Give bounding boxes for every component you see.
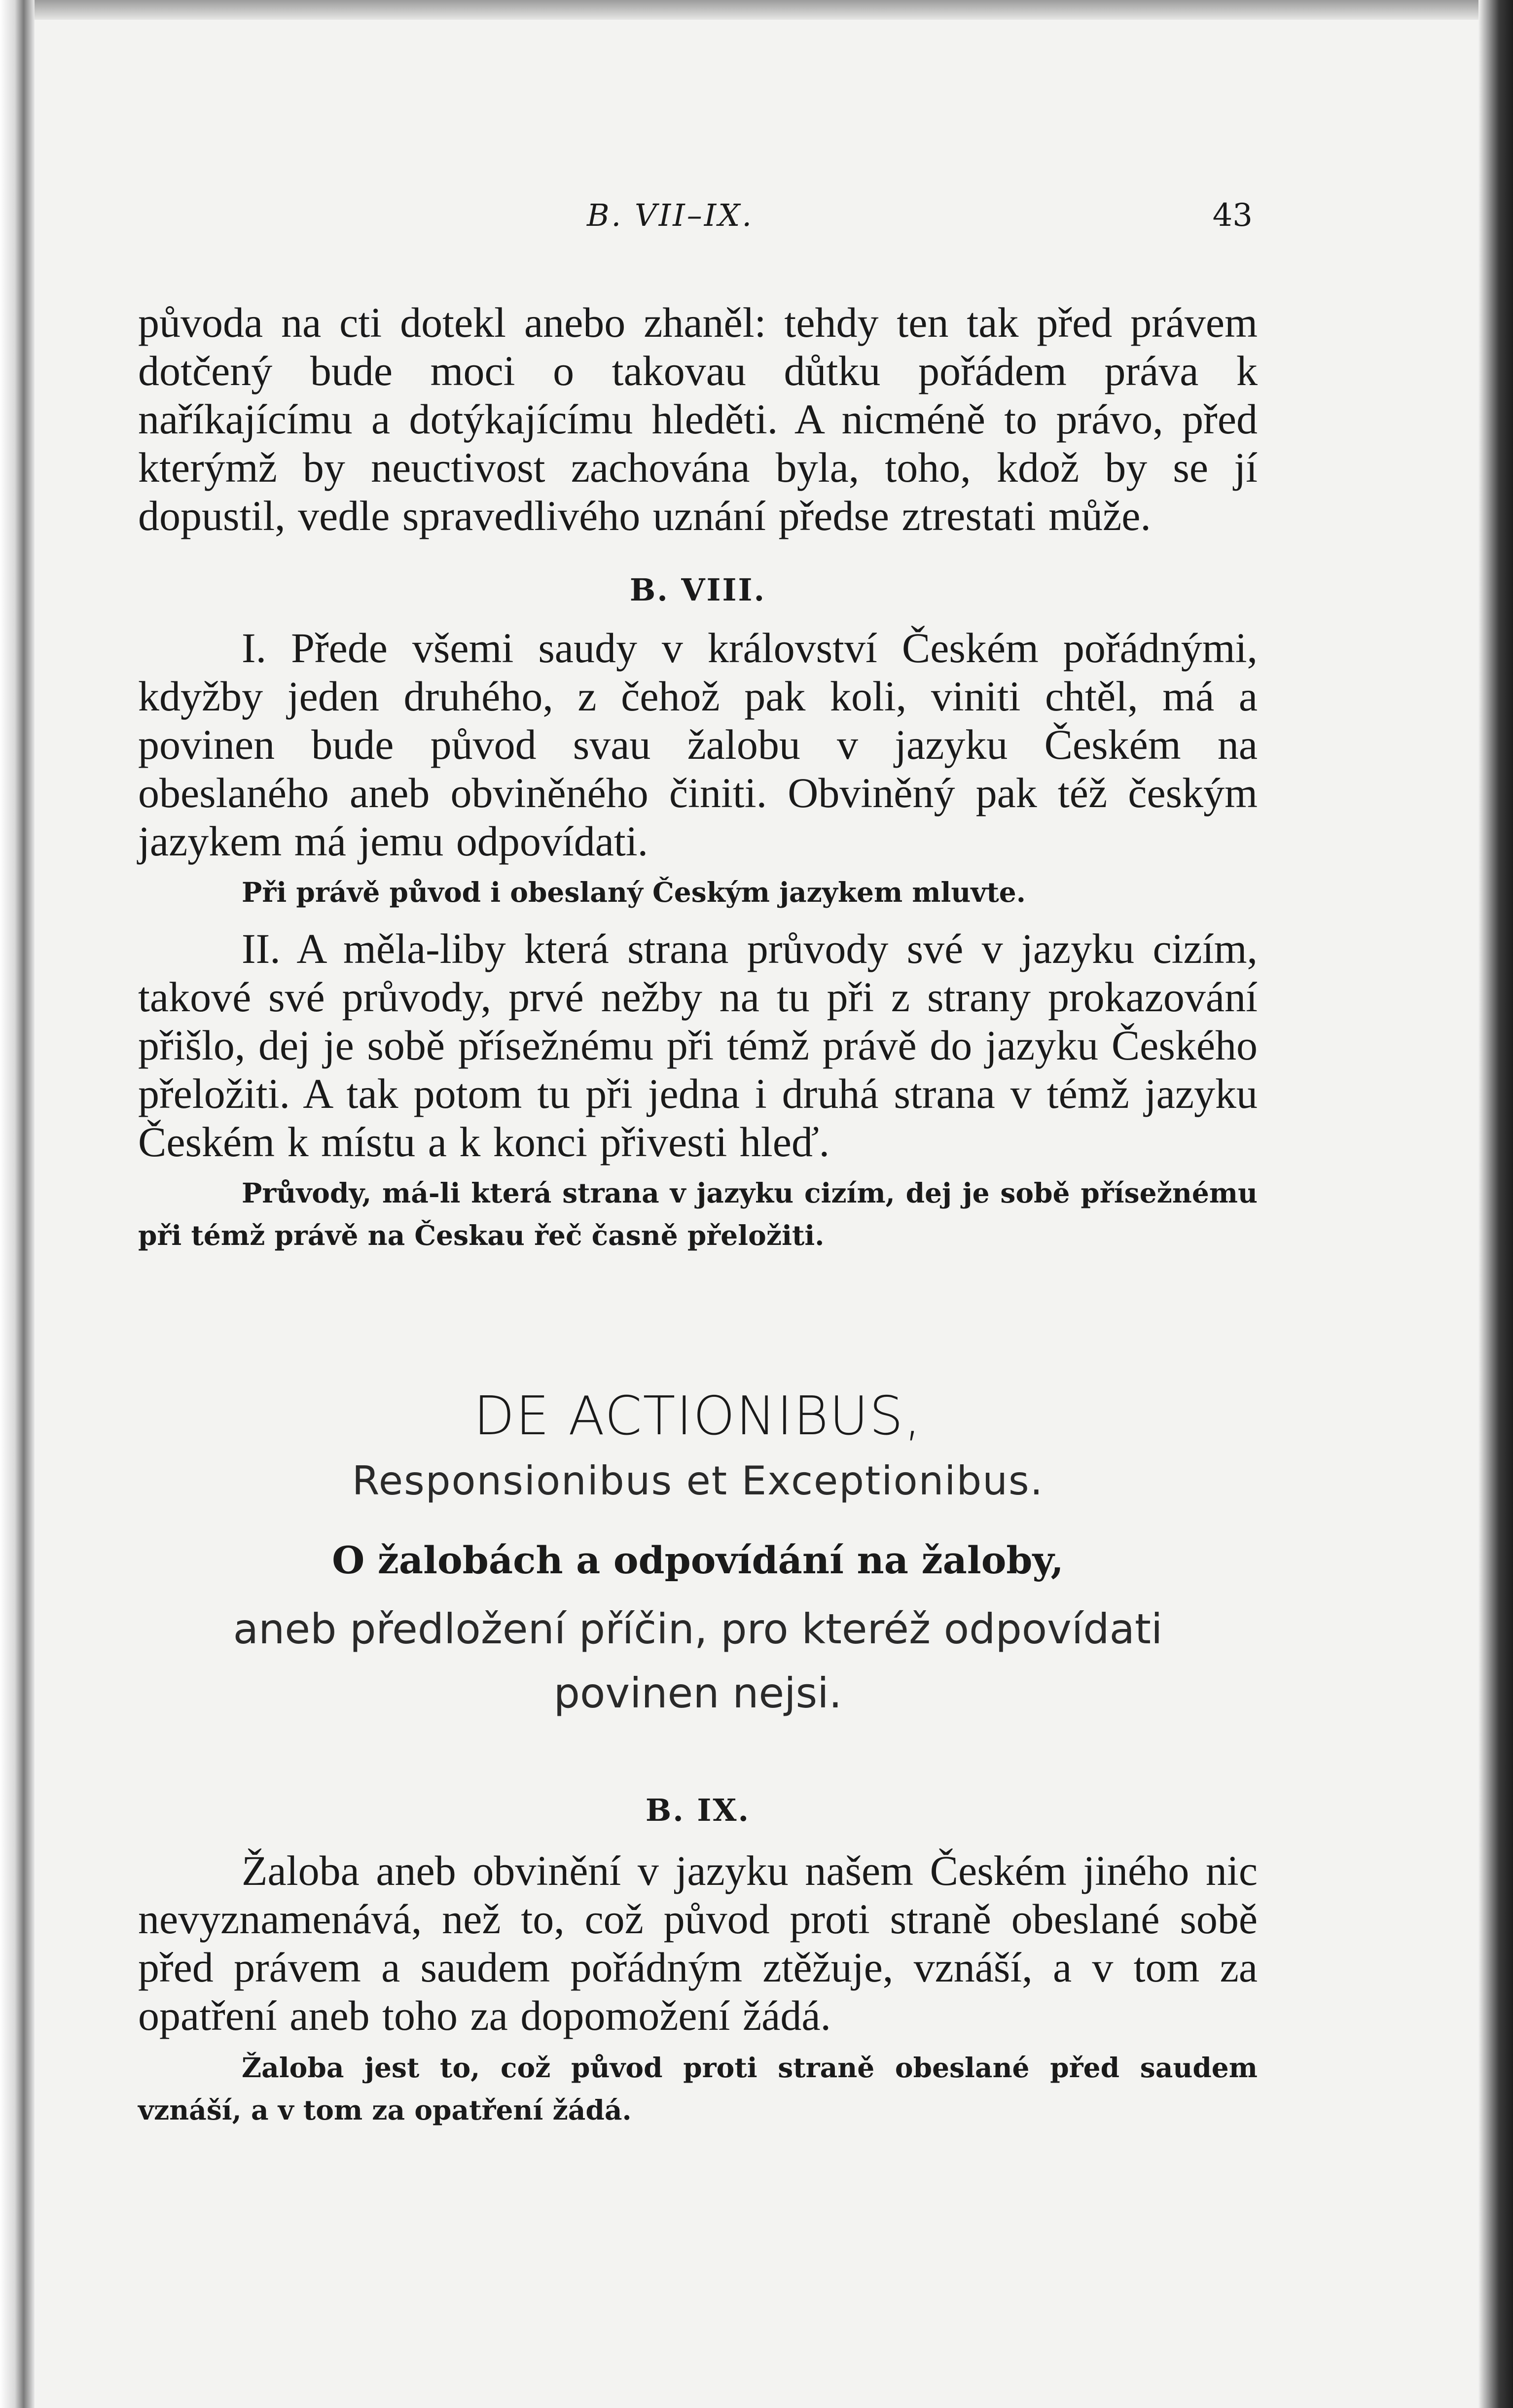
paragraph-viii-2: II. A měla-liby která strana průvody své v jazyku cizím, takové své průvody, prvé nežby na tu při z strany prokazování přišlo, dej je sobě přísežnému při témž právě do jazyku Českého přeložiti. A tak potom tu při jedna i druhá strana v témž jazyku Českém k místu a k konci přivesti hleď. — [138, 925, 1258, 1166]
section-ix — [138, 1792, 1258, 1828]
section-heading-ix: B. IX. — [645, 1792, 751, 1828]
continuation-paragraph: původa na cti dotekl anebo zhaněl: tehdy ten tak před právem dotčený bude moci o takovau důtku pořádem práva k naříkajícímu a dotýkajícímu hleděti. A nicméně to právo, před kterýmž by neuctivost zachována byla, toho, kdož by se jí dopustil, vedle spravedlivého uznání předse ztrestati může. — [138, 299, 1258, 539]
paragraph-viii-1: I. Přede všemi saudy v království Českém pořádnými, kdyžby jeden druhého, z čehož pak koli, viniti chtěl, má a povinen bude původ svau žalobu v jazyku Českém na obeslaného aneb obviněného činiti. Obviněný pak též českým jazykem má jemu odpovídati. — [138, 624, 1258, 865]
chapter-title-block — [138, 1385, 1258, 1725]
note-viii-2: Průvody, má-li která strana v jazyku cizím, dej je sobě přísežnému při témž právě na Českau řeč časně přeložiti. — [138, 1177, 1258, 1251]
note-ix: Žaloba jest to, což původ proti straně obeslané před saudem vznáší, a v tom za opatření žádá. — [138, 2052, 1258, 2126]
page-right-edge — [1478, 0, 1513, 2408]
czech-title: O žalobách a odpovídání na žaloby, — [332, 1538, 1064, 1582]
section-heading-viii: B. VIII. — [629, 572, 766, 608]
page-header — [138, 197, 1258, 251]
continuation-text-block — [138, 298, 1258, 540]
page-left-edge — [0, 0, 35, 2408]
czech-subtitle: aneb předložení příčin, pro kteréž odpovídati povinen nejsi. — [233, 1605, 1163, 1717]
latin-subtitle: Responsionibus et Exceptionibus. — [352, 1458, 1044, 1504]
section-viii-body — [138, 624, 1258, 1257]
page-number: 43 — [1212, 197, 1253, 234]
latin-title: DE ACTIONIBUS, — [473, 1385, 922, 1447]
section-ix-body — [138, 1846, 1258, 2131]
page-top-shadow — [0, 0, 1513, 20]
paragraph-ix: Žaloba aneb obvinění v jazyku našem Českém jiného nic nevyznamenává, než to, což původ proti straně obeslané sobě před právem a saudem pořádným ztěžuje, vznáší, a v tom za opatření aneb toho za dopomožení žádá. — [138, 1847, 1258, 2039]
section-viii — [138, 572, 1258, 608]
running-head: B. VII–IX. — [587, 197, 754, 233]
note-viii-1: Při právě původ i obeslaný Českým jazykem mluvte. — [242, 876, 1026, 908]
